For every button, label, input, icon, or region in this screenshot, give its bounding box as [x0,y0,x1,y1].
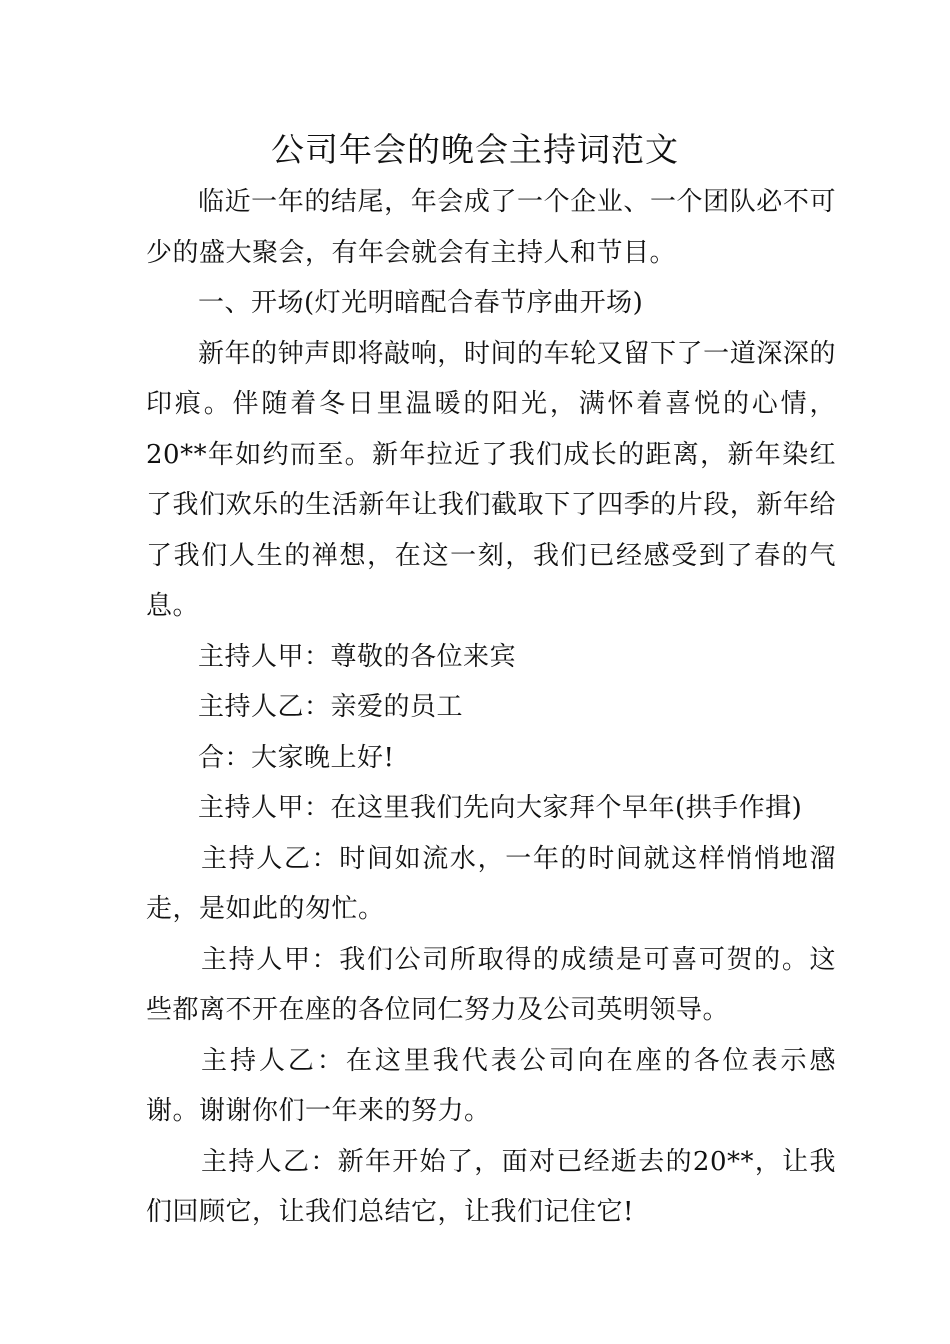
paragraph-new-year: 新年的钟声即将敲响，时间的车轮又留下了一道深深的印痕。伴随着冬日里温暖的阳光，满怀着喜悦的心情，20**年如约而至。新年拉近了我们成长的距离，新年染红了我们欢乐的生活新年让我们截取下了四季的片段，新年给了我们人生的禅想，在这一刻，我们已经感受到了春的气息。 [146,338,836,621]
paragraph-host-a-guests: 主持人甲：尊敬的各位来宾 [198,641,517,672]
document-body [146,177,836,1238]
paragraph-section-opening: 一、开场(灯光明暗配合春节序曲开场) [198,288,644,318]
paragraph-host-a-achievements: 主持人甲：我们公司所取得的成绩是可喜可贺的。这些都离不开在座的各位同仁努力及公司英明领导。 [146,944,836,1025]
paragraph-host-b-time: 主持人乙：时间如流水，一年的时间就这样悄悄地溜走，是如此的匆忙。 [146,843,836,924]
paragraph-host-a-new-year-greeting: 主持人甲：在这里我们先向大家拜个早年(拱手作揖) [198,793,803,823]
document-title: 公司年会的晚会主持词范文 [271,130,679,169]
paragraph-host-b-thanks: 主持人乙：在这里我代表公司向在座的各位表示感谢。谢谢你们一年来的努力。 [146,1045,836,1126]
paragraph-host-b-staff: 主持人乙：亲爱的员工 [198,692,464,722]
paragraph-together-greeting: 合：大家晚上好! [198,742,395,773]
paragraph-intro: 临近一年的结尾，年会成了一个企业、一个团队必不可少的盛大聚会，有年会就会有主持人和节目。 [146,187,836,268]
paragraph-host-b-review: 主持人乙：新年开始了，面对已经逝去的20**，让我们回顾它，让我们总结它，让我们记住它! [146,1146,836,1227]
